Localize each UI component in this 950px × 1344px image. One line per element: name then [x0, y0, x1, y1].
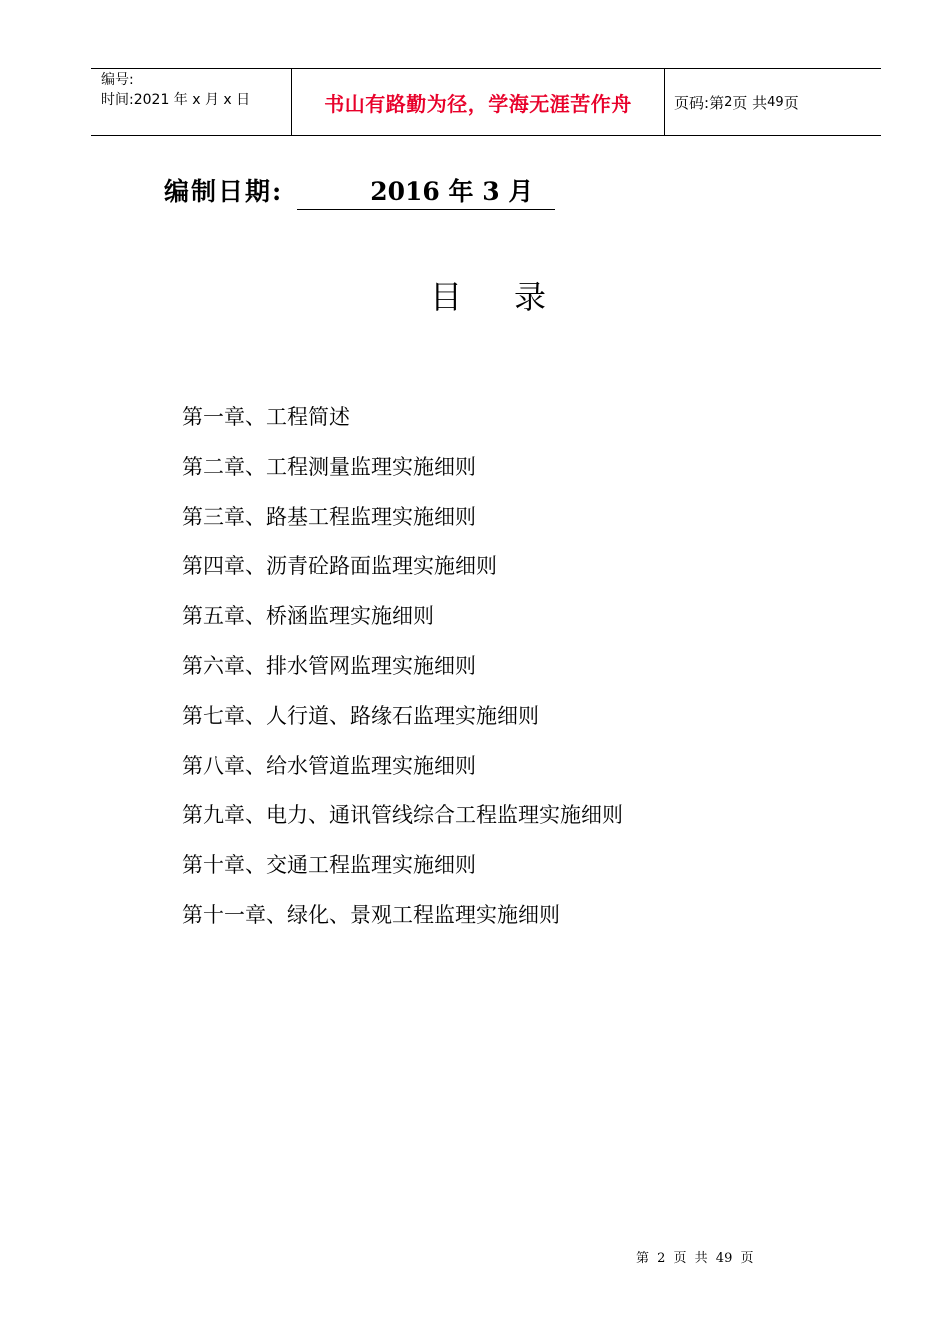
toc-item[interactable]: 第三章、路基工程监理实施细则	[182, 504, 476, 529]
toc-list	[182, 400, 623, 948]
toc-item[interactable]: 第四章、沥青砼路面监理实施细则	[182, 554, 497, 579]
toc-item[interactable]: 第五章、桥涵监理实施细则	[182, 604, 434, 629]
toc-item[interactable]: 第六章、排水管网监理实施细则	[182, 653, 476, 678]
toc-item[interactable]: 第一章、工程简述	[182, 405, 350, 429]
page-mid: 页 共	[732, 93, 768, 112]
toc-item[interactable]: 第十章、交通工程监理实施细则	[182, 853, 476, 878]
page-prefix: 第	[709, 93, 725, 112]
time-value: 2021 年 x 月 x 日	[133, 92, 251, 108]
page-total: 49	[767, 94, 784, 110]
compile-date-label: 编制日期:	[164, 177, 284, 206]
toc-item[interactable]: 第十一章、绿化、景观工程监理实施细则	[182, 902, 560, 927]
page-header	[91, 68, 881, 136]
header-motto: 书山有路勤为径，学海无涯苦作舟	[292, 69, 665, 135]
time-label: 时间:	[101, 92, 134, 108]
page-suffix: 页	[783, 93, 799, 112]
compile-date-value: 2016 年 3 月	[297, 175, 555, 210]
toc-item[interactable]: 第九章、电力、通讯管线综合工程监理实施细则	[182, 803, 623, 828]
toc-item[interactable]: 第二章、工程测量监理实施细则	[182, 454, 476, 479]
page-current: 2	[724, 94, 733, 110]
page-label: 页码:	[674, 93, 710, 112]
time-line	[101, 90, 291, 110]
toc-item[interactable]: 第七章、人行道、路缘石监理实施细则	[182, 703, 539, 728]
page-footer: 第 2 页 共 49 页	[636, 1251, 754, 1266]
code-label: 编号:	[101, 72, 134, 88]
header-page-info	[665, 69, 881, 135]
compile-date	[164, 172, 555, 210]
header-meta	[91, 69, 292, 135]
toc-item[interactable]: 第八章、给水管道监理实施细则	[182, 753, 476, 778]
toc-title: 目录	[430, 278, 599, 316]
